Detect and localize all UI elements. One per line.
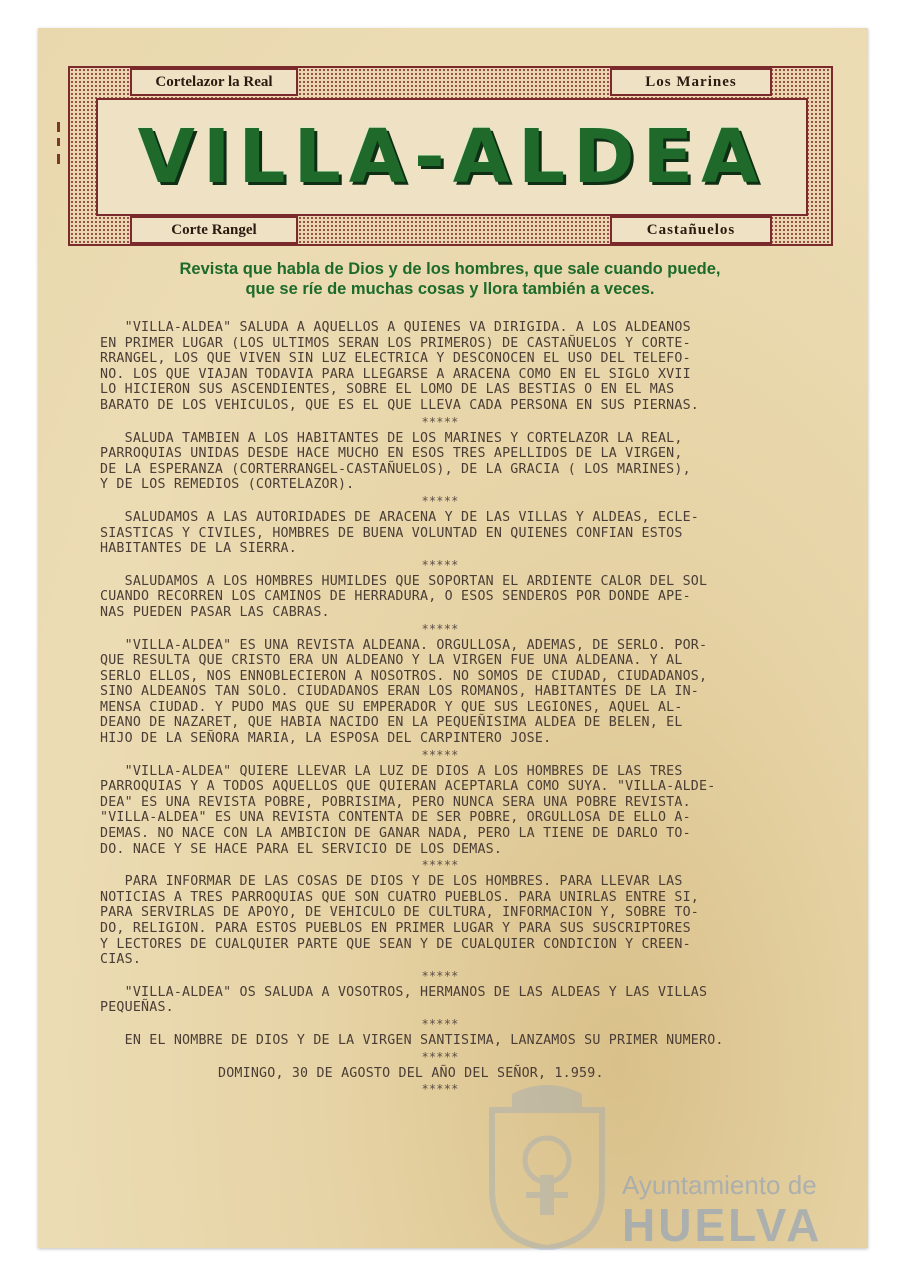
separator: *****	[421, 858, 459, 873]
paragraph-6: "VILLA-ALDEA" QUIERE LLEVAR LA LUZ DE DIOS A LOS HOMBRES DE LAS TRES PARROQUIAS Y A TODOS AQUELLOS QUE QUIERAN ACEPTARLA COMO SUYA. "VILLA-ALDE- DEA" ES UNA REVISTA POBRE, POBRISIMA, PERO NUNCA SERA UNA POBRE REVISTA. "VILLA-ALDEA" ES UNA REVISTA CONTENTA DE SER POBRE, ORGULLOSA DE ELLO A- DEMAS. NO NACE CON LA AMBICION DE GANAR NADA, PERO LA TIENE DE DARLO TO- DO. NACE Y SE HACE PARA EL SERVICIO DE LOS DEMAS.	[100, 763, 716, 857]
separator: *****	[421, 747, 459, 762]
separator: *****	[421, 1082, 459, 1097]
date-line: DOMINGO, 30 DE AGOSTO DEL AÑO DEL SEÑOR, 1.959.	[218, 1065, 604, 1081]
paragraph-4: SALUDAMOS A LOS HOMBRES HUMILDES QUE SOPORTAN EL ARDIENTE CALOR DEL SOL CUANDO RECORREN LOS CAMINOS DE HERRADURA, O ESOS SENDEROS POR DONDE APE- NAS PUEDEN PASAR LAS CABRAS.	[100, 573, 708, 620]
paragraph-3: SALUDAMOS A LAS AUTORIDADES DE ARACENA Y DE LAS VILLAS Y ALDEAS, ECLE- SIASTICAS Y CIVILES, HOMBRES DE BUENA VOLUNTAD EN QUIENES CONFIAN ESTOS HABITANTES DE LA SIERRA.	[100, 509, 699, 557]
separator: *****	[421, 493, 459, 508]
tagline	[60, 259, 840, 299]
separator: *****	[421, 621, 459, 636]
binding-marks	[54, 120, 64, 170]
paragraph-7: PARA INFORMAR DE LAS COSAS DE DIOS Y DE LOS HOMBRES. PARA LLEVAR LAS NOTICIAS A TRES PARROQUIAS QUE SON CUATRO PUEBLOS. PARA UNIRLAS ENTRE SI, PARA SERVIRLAS DE APOYO, DE VEHICULO DE CULTURA, INFORMACION Y, SOBRE TO- DO, RELIGION. PARA ESTOS PUEBLOS EN PRIMER LUGAR Y PARA SUS SUSCRIPTORES Y LECTORES DE CUALQUIER PARTE QUE SEAN Y DE CUALQUIER CONDICION Y CREEN- CIAS.	[100, 874, 699, 968]
masthead	[68, 66, 833, 246]
paragraph-1: "VILLA-ALDEA" SALUDA A AQUELLOS A QUIENES VA DIRIGIDA. A LOS ALDEANOS EN PRIMER LUGAR (LOS ULTIMOS SERAN LOS PRIMEROS) DE CASTAÑUELOS Y CORTE- RRANGEL, LOS QUE VIVEN SIN LUZ ELECTRICA Y DESCONOCEN EL USO DEL TELEFO- NO. LOS QUE VIAJAN TODAVIA PARA LLEGARSE A ARACENA COMO EN EL SIGLO XVII LO HICIERON SUS ASCENDIENTES, SOBRE EL LOMO DE LAS BESTIAS O EN EL MAS BARATO DE LOS VEHICULOS, QUE ES EL QUE LLEVA CADA PERSONA EN SUS PIERNAS.	[100, 320, 699, 413]
separator: *****	[421, 1016, 459, 1031]
separator: *****	[421, 968, 459, 983]
masthead-top-right-label: Los Marines	[610, 68, 772, 96]
paragraph-5: "VILLA-ALDEA" ES UNA REVISTA ALDEANA. ORGULLOSA, ADEMAS, DE SERLO. POR- QUE RESULTA QUE CRISTO ERA UN ALDEANO Y LA VIRGEN FUE UNA ALDEANA. Y AL SERLO ELLOS, NOS ENNOBLECIERON A NOSOTROS. NO SOMOS DE CIUDAD, CIUDADANOS, SINO ALDEANOS TAN SOLO. CIUDADANOS ERAN LOS ROMANOS, HABITANTES DE LA IN- MENSA CIUDAD. Y PUDO MAS QUE SU EMPERADOR Y QUE SUS LEGIONES, AQUEL AL- DEANO DE NAZARET, QUE HABIA NACIDO EN LA PEQUEÑISIMA ALDEA DE BELEN, EL HIJO DE LA SEÑORA MARIA, LA ESPOSA DEL CARPINTERO JOSE.	[100, 637, 708, 747]
separator: *****	[421, 1049, 459, 1064]
tagline-line-2: que se ríe de muchas cosas y llora también a veces.	[245, 280, 655, 298]
paragraph-8: "VILLA-ALDEA" OS SALUDA A VOSOTROS, HERMANOS DE LAS ALDEAS Y LAS VILLAS PEQUEÑAS.	[100, 984, 708, 1016]
magazine-title: VILLA-ALDEA	[137, 114, 767, 200]
watermark-line-1: Ayuntamiento de	[622, 1170, 817, 1200]
masthead-title-box	[96, 98, 808, 216]
separator: *****	[421, 414, 459, 429]
watermark-line-2: HUELVA	[622, 1199, 823, 1251]
separator: *****	[421, 557, 459, 572]
article-body	[100, 320, 840, 1098]
tagline-line-1: Revista que habla de Dios y de los hombres, que sale cuando puede,	[179, 260, 721, 278]
masthead-top-left-label: Cortelazor la Real	[130, 68, 298, 96]
masthead-bottom-right-label: Castañuelos	[610, 216, 772, 244]
huelva-seal-watermark	[482, 1080, 612, 1250]
masthead-bottom-left-label: Corte Rangel	[130, 216, 298, 244]
paragraph-2: SALUDA TAMBIEN A LOS HABITANTES DE LOS MARINES Y CORTELAZOR LA REAL, PARROQUIAS UNIDAS DESDE HACE MUCHO EN ESOS TRES APELLIDOS DE LA VIRGEN, DE LA ESPERANZA (CORTERRANGEL-CASTAÑUELOS), DE LA GRACIA ( LOS MARINES), Y DE LOS REMEDIOS (CORTELAZOR).	[100, 430, 691, 493]
closing-line: EN EL NOMBRE DE DIOS Y DE LA VIRGEN SANTISIMA, LANZAMOS SU PRIMER NUMERO.	[100, 1032, 724, 1048]
ayuntamiento-watermark	[622, 1170, 822, 1250]
